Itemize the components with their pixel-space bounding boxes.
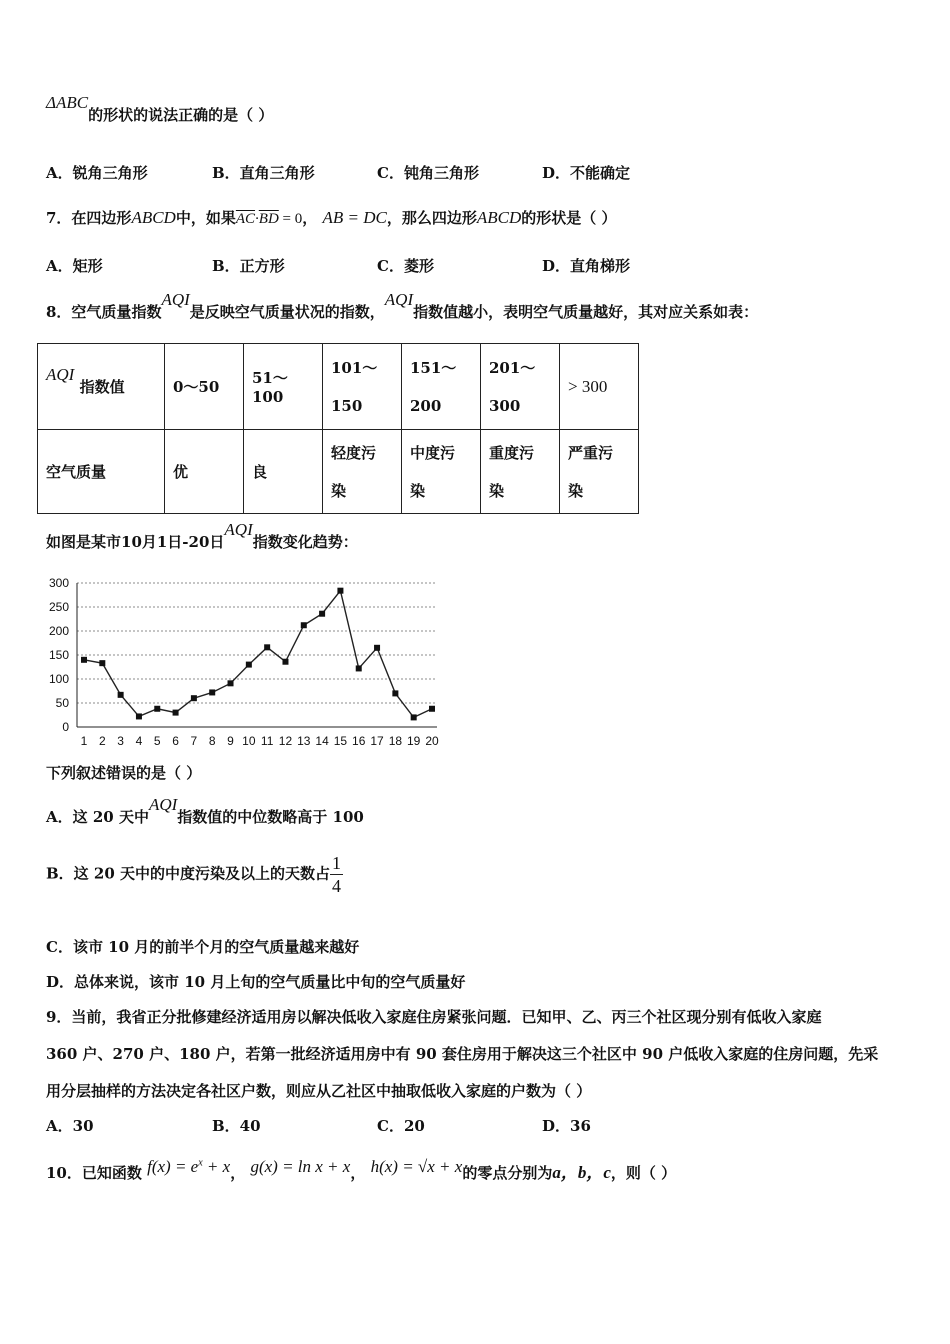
x-tick-label: 8 — [208, 734, 216, 748]
q7-option-b[interactable]: B．正方形 — [212, 257, 285, 275]
q6-stem-tail: ΔABC的形状的说法正确的是（ ） — [46, 93, 274, 124]
aqi-table — [37, 343, 639, 514]
q10-stem: 10．已知函数 $f(x) = e^x + x$， g(x) = ln x + x， h(x) = √x + x的零点分别为a，b，c，则（ ） — [46, 1157, 677, 1182]
q8-question: 下列叙述错误的是（ ） — [46, 764, 202, 782]
aqi-series-line — [84, 591, 432, 718]
q6-triangle-math: ΔABC — [46, 93, 89, 112]
data-point-marker — [136, 713, 142, 719]
x-tick-label: 13 — [297, 734, 311, 748]
data-point-marker — [228, 680, 234, 686]
q6-option-a[interactable]: A．锐角三角形 — [46, 164, 148, 182]
x-tick-label: 17 — [370, 734, 384, 748]
x-tick-label: 15 — [333, 734, 348, 748]
table-cell: 严重污 染 — [560, 430, 639, 514]
q9-option-b[interactable]: B．40 — [212, 1117, 261, 1135]
q9-option-d[interactable]: D．36 — [542, 1117, 591, 1135]
x-tick-label: 20 — [425, 734, 439, 748]
data-point-marker — [264, 644, 270, 650]
data-point-marker — [154, 706, 160, 712]
y-tick-label: 0 — [62, 720, 69, 734]
q8-option-c[interactable]: C．该市 10 月的前半个月的空气质量越来越好 — [46, 938, 360, 956]
data-point-marker — [429, 706, 435, 712]
x-tick-label: 6 — [172, 734, 179, 748]
table-cell: > 300 — [560, 344, 639, 430]
table-cell: 51～100 — [244, 344, 323, 430]
x-tick-label: 1 — [80, 734, 88, 748]
data-point-marker — [191, 695, 197, 701]
x-tick-label: 14 — [315, 734, 329, 748]
table-cell: 0～50 — [165, 344, 244, 430]
q8-option-b[interactable]: B．这 20 天中的中度污染及以上的天数占 $\frac{1}{4}$ — [46, 853, 341, 896]
table-cell: 101～ 150 — [323, 344, 402, 430]
q7-option-a[interactable]: A．矩形 — [46, 257, 103, 275]
data-point-marker — [301, 622, 307, 628]
data-point-marker — [392, 690, 398, 696]
aqi-table-row-index — [38, 344, 639, 430]
data-point-marker — [337, 588, 343, 594]
q9-option-a[interactable]: A．30 — [46, 1117, 94, 1135]
data-point-marker — [411, 714, 417, 720]
q9-stem-line-2: 360 户、270 户、180 户，若第一批经济适用房中有 90 套住房用于解决这三个社区中 90 户低收入家庭的住房问题，先采 — [46, 1045, 879, 1063]
y-tick-label: 200 — [48, 624, 69, 638]
q6-option-b[interactable]: B．直角三角形 — [212, 164, 315, 182]
table-cell: 201～ 300 — [481, 344, 560, 430]
table-cell: 重度污 染 — [481, 430, 560, 514]
data-point-marker — [99, 660, 105, 666]
y-tick-label: 100 — [48, 672, 69, 686]
q6-option-c[interactable]: C．钝角三角形 — [377, 164, 479, 182]
x-tick-label: 3 — [117, 734, 124, 748]
table-cell: 轻度污 染 — [323, 430, 402, 514]
q10-f-definition: $f(x) = e^x + x$ — [147, 1157, 231, 1176]
x-tick-label: 2 — [98, 734, 106, 748]
y-tick-label: 50 — [55, 696, 69, 710]
table-header-quality: 空气质量 — [38, 430, 165, 514]
data-point-marker — [356, 665, 362, 671]
q7-stem: 7．在四边形ABCD中，如果$\overline{AC}\cdot\overline{BD} = 0$， AB = DC，那么四边形ABCD的形状是（ ） — [46, 208, 617, 227]
table-cell: 151～ 200 — [402, 344, 481, 430]
fraction-one-quarter: $\frac{1}{4}$ — [332, 853, 341, 896]
x-tick-label: 9 — [227, 734, 234, 748]
table-cell: 中度污 染 — [402, 430, 481, 514]
aqi-line-chart — [40, 570, 450, 750]
table-cell: 优 — [165, 430, 244, 514]
q8-option-d[interactable]: D．总体来说，该市 10 月上旬的空气质量比中旬的空气质量好 — [46, 973, 466, 991]
x-tick-label: 19 — [407, 734, 421, 748]
y-tick-label: 150 — [48, 648, 69, 662]
q6-option-d[interactable]: D．不能确定 — [542, 164, 631, 182]
q8-option-a[interactable]: A．这 20 天中AQI指数值的中位数略高于 100 — [46, 795, 364, 826]
x-tick-label: 12 — [278, 734, 293, 748]
q7-vector-condition: $\overline{AC}\cdot\overline{BD} = 0$ — [235, 211, 303, 227]
q9-stem-line-1: 9．当前，我省正分批修建经济适用房以解决低收入家庭住房紧张问题．已知甲、乙、丙三个社区现分别有低收入家庭 — [46, 1008, 822, 1026]
q8-stem: 8．空气质量指数AQI是反映空气质量状况的指数，AQI指数值越小，表明空气质量越好，其对应关系如表： — [46, 290, 759, 321]
x-tick-label: 11 — [260, 734, 274, 748]
x-tick-label: 18 — [388, 734, 403, 748]
q7-option-c[interactable]: C．菱形 — [377, 257, 434, 275]
q7-option-d[interactable]: D．直角梯形 — [542, 257, 631, 275]
y-tick-label: 250 — [48, 600, 69, 614]
data-point-marker — [173, 710, 179, 716]
data-point-marker — [319, 611, 325, 617]
aqi-table-row-quality — [38, 430, 639, 514]
x-tick-label: 5 — [153, 734, 161, 748]
q10-h-definition: h(x) = √x + x — [370, 1157, 463, 1176]
data-point-marker — [246, 662, 252, 668]
q9-stem-line-3: 用分层抽样的方法决定各社区户数，则应从乙社区中抽取低收入家庭的户数为（ ） — [46, 1082, 592, 1100]
table-header-index: AQI 指数值 — [38, 344, 165, 430]
q10-g-definition: g(x) = ln x + x — [250, 1157, 351, 1176]
y-tick-label: 300 — [48, 576, 69, 590]
x-tick-label: 10 — [242, 734, 256, 748]
x-tick-label: 16 — [352, 734, 366, 748]
data-point-marker — [118, 692, 124, 698]
q9-option-c[interactable]: C．20 — [377, 1117, 425, 1135]
data-point-marker — [81, 657, 87, 663]
data-point-marker — [374, 645, 380, 651]
x-tick-label: 4 — [135, 734, 143, 748]
chart-intro: 如图是某市10月1日-20日AQI指数变化趋势： — [46, 520, 358, 551]
data-point-marker — [209, 689, 215, 695]
data-point-marker — [282, 659, 288, 665]
x-tick-label: 7 — [190, 734, 198, 748]
table-cell: 良 — [244, 430, 323, 514]
